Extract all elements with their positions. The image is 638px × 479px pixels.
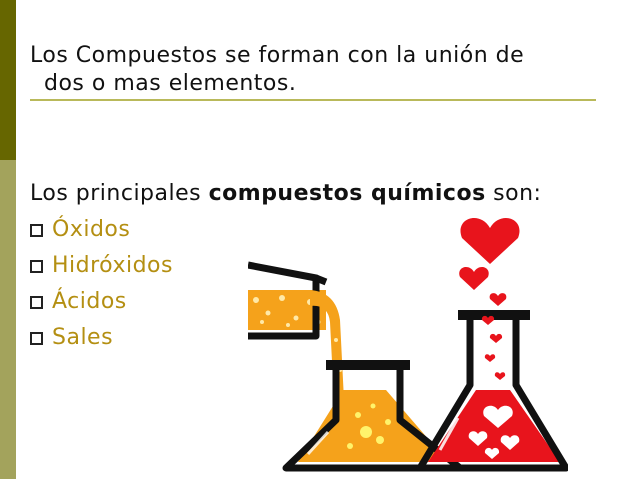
square-bullet-icon <box>30 296 43 309</box>
title-divider <box>30 99 596 101</box>
square-bullet-icon <box>30 224 43 237</box>
list-item-label: Sales <box>52 325 114 350</box>
list-item-label: Óxidos <box>52 217 131 242</box>
list-item-acidos <box>30 286 173 322</box>
flask-orange-icon <box>286 360 460 468</box>
list-item-label: Ácidos <box>52 289 127 314</box>
title-line-1: Los Compuestos se forman con la unión de <box>30 43 525 68</box>
sidebar-accent-dark <box>0 0 16 160</box>
intro-bold: compuestos químicos <box>208 181 486 206</box>
intro-prefix: Los principales <box>30 181 209 206</box>
chemistry-flasks-illustration <box>248 210 568 475</box>
square-bullet-icon <box>30 332 43 345</box>
list-item-hidroxidos <box>30 250 173 286</box>
list-item-oxidos <box>30 214 173 250</box>
list-item-label: Hidróxidos <box>52 253 173 278</box>
title-line-2: dos o mas elementos. <box>44 71 297 96</box>
square-bullet-icon <box>30 260 43 273</box>
intro-suffix: son: <box>485 181 542 206</box>
sidebar-accent-light <box>0 160 16 479</box>
intro-text <box>30 180 541 208</box>
compound-list <box>30 214 173 358</box>
slide-title <box>30 42 590 98</box>
flask-red-icon <box>420 310 566 468</box>
list-item-sales <box>30 322 173 358</box>
